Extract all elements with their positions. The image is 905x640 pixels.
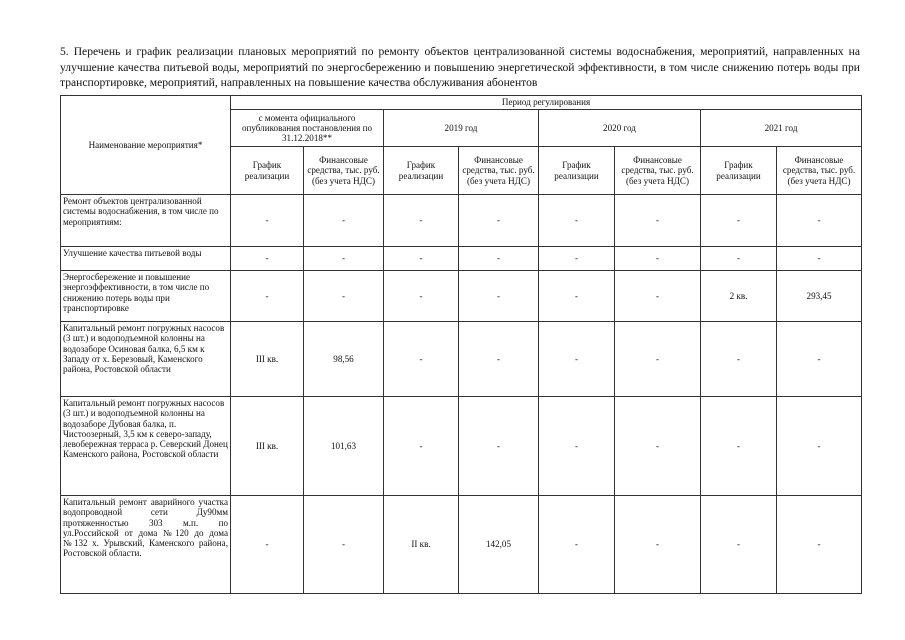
cell-value: - [459, 322, 539, 397]
cell-value: - [459, 397, 539, 496]
table-row [61, 271, 862, 322]
cell-value: - [231, 271, 304, 322]
cell-value: 2 кв. [701, 271, 777, 322]
cell-value: - [777, 322, 862, 397]
table-row [61, 496, 862, 594]
cell-value: - [459, 247, 539, 271]
section-heading: 5. Перечень и график реализации плановых мероприятий по ремонту объектов централизованной системы водоснабжения, мероприятий, направленных на улучшение качества питьевой воды, мероприятий по энергосбережению и повышению энергетической эффективности, в том числе снижению потерь воды при транспортировке, мероприятий, направленных на повышение качества обслуживания абонентов [60, 45, 860, 89]
period-2019: 2019 год [384, 110, 539, 147]
cell-value: - [384, 195, 459, 247]
subcol-finance: Финансовые средства, тыс. руб. (без учета НДС) [615, 147, 701, 195]
period-initial: с момента официального опубликования постановления по 31.12.2018** [231, 110, 384, 147]
cell-value: - [701, 195, 777, 247]
subcol-schedule: График реализации [539, 147, 615, 195]
period-2021: 2021 год [701, 110, 862, 147]
cell-value: - [777, 247, 862, 271]
table-row [61, 397, 862, 496]
row-name: Капитальный ремонт погружных насосов (3 шт.) и водоподъемной колонны на водозаборе Осиновая балка, 6,5 км к Западу от х. Березовый, Каменского района, Ростовской области [61, 322, 231, 397]
cell-value: - [615, 271, 701, 322]
cell-value: II кв. [384, 496, 459, 594]
row-name: Улучшение качества питьевой воды [61, 247, 231, 271]
cell-value: - [459, 271, 539, 322]
cell-value: - [615, 397, 701, 496]
subcol-finance: Финансовые средства, тыс. руб. (без учета НДС) [777, 147, 862, 195]
table-row [61, 195, 862, 247]
cell-value: - [615, 195, 701, 247]
header-row-period [61, 96, 862, 110]
cell-value: - [231, 247, 304, 271]
cell-value: - [615, 322, 701, 397]
col-header-name: Наименование мероприятия* [61, 96, 231, 195]
cell-value: - [539, 247, 615, 271]
cell-value: - [777, 397, 862, 496]
cell-value: - [231, 195, 304, 247]
cell-value: - [539, 397, 615, 496]
cell-value: - [231, 496, 304, 594]
table-row [61, 322, 862, 397]
subcol-finance: Финансовые средства, тыс. руб. (без учета НДС) [459, 147, 539, 195]
cell-value: - [384, 397, 459, 496]
cell-value: - [615, 247, 701, 271]
cell-value: - [701, 247, 777, 271]
cell-value: - [304, 247, 384, 271]
row-name: Капитальный ремонт аварийного участка водопроводной сети Ду90мм протяженностью 303 м.п. по ул.Российской от дома №120 до дома №132 х. Урывский, Каменского района, Ростовской области. [61, 496, 231, 594]
cell-value: - [539, 322, 615, 397]
cell-value: - [701, 322, 777, 397]
cell-value: - [539, 195, 615, 247]
cell-value: III кв. [231, 322, 304, 397]
row-name: Ремонт объектов централизованной системы водоснабжения, в том числе по мероприятиям: [61, 195, 231, 247]
row-name: Энергосбережение и повышение энергоэффективности, в том числе по снижению потерь воды при транспортировке [61, 271, 231, 322]
cell-value: - [615, 496, 701, 594]
table-row [61, 247, 862, 271]
cell-value: - [539, 496, 615, 594]
cell-value: - [701, 397, 777, 496]
cell-value: - [384, 271, 459, 322]
cell-value: - [459, 195, 539, 247]
cell-value: 293,45 [777, 271, 862, 322]
cell-value: - [384, 322, 459, 397]
row-name: Капитальный ремонт погружных насосов (3 шт.) и водоподъемной колонны на водозаборе Дубовая балка, п. Чистоозерный, 3,5 км к северо-западу, левобережная терраса р. Северский Донец Каменского района, Ростовской области [61, 397, 231, 496]
subcol-finance: Финансовые средства, тыс. руб. (без учета НДС) [304, 147, 384, 195]
subcol-schedule: График реализации [701, 147, 777, 195]
cell-value: - [384, 247, 459, 271]
cell-value: - [701, 496, 777, 594]
cell-value: - [304, 271, 384, 322]
subcol-schedule: График реализации [384, 147, 459, 195]
cell-value: - [539, 271, 615, 322]
cell-value: III кв. [231, 397, 304, 496]
measures-table [60, 95, 862, 594]
period-header: Период регулирования [231, 96, 862, 110]
cell-value: 101,63 [304, 397, 384, 496]
cell-value: - [304, 195, 384, 247]
cell-value: 98,56 [304, 322, 384, 397]
cell-value: 142,05 [459, 496, 539, 594]
cell-value: - [304, 496, 384, 594]
cell-value: - [777, 195, 862, 247]
subcol-schedule: График реализации [231, 147, 304, 195]
cell-value: - [777, 496, 862, 594]
period-2020: 2020 год [539, 110, 701, 147]
